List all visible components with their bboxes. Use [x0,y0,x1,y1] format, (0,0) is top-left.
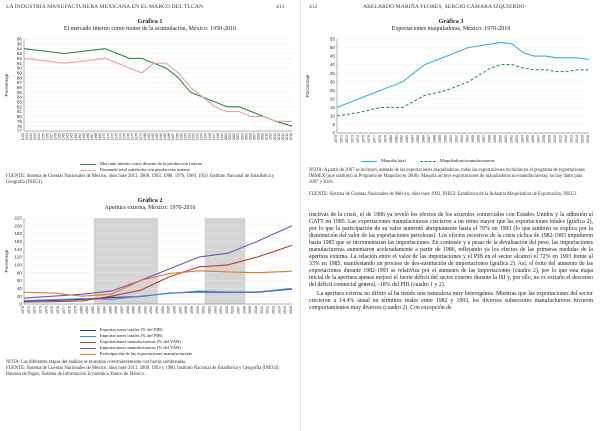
legend-label: Maquila/total [381,158,406,163]
legend-label: Demanda total satisfecha con producción interna [100,167,190,172]
x-tick-label: 2003 [514,135,519,143]
x-tick-label: 2016 [289,133,293,141]
x-tick-label: 2005 [525,135,530,143]
x-tick-label: 2002 [509,135,514,143]
x-tick-label: 1971 [106,133,111,141]
x-tick-label: 1962 [69,133,74,141]
x-tick-label: 1989 [438,135,443,143]
y-tick-label: 0 [19,301,22,307]
x-tick-label: 2013 [276,133,281,141]
x-tick-label: 2009 [260,133,265,141]
chart1-label: Gráfica 1 [137,18,163,25]
chart2-label: Gráfica 2 [137,197,163,204]
y-tick-label: 80 [16,270,22,276]
x-tick-label: 1963 [73,133,78,141]
y-tick-label: 96 [16,36,22,42]
x-tick-label: 1952 [29,133,34,141]
y-tick-label: 91 [16,60,22,66]
chart3-title: Exportaciones maquiladoras, México: 1970-2016 [391,26,511,32]
y-axis-label: Porcentaje [5,73,10,97]
x-tick-label: 1997 [481,135,486,143]
x-tick-label: 2016 [289,306,293,314]
x-tick-label: 1986 [421,135,426,143]
y-tick-label: 60 [16,278,22,284]
x-tick-label: 2006 [248,132,253,141]
x-tick-label: 2007 [236,306,241,314]
legend-swatch [80,330,96,331]
y-tick-label: 15 [329,104,335,110]
x-tick-label: 1964 [77,133,82,141]
y-tick-label: 81 [16,109,22,115]
x-tick-label: 2012 [564,135,569,143]
x-tick-label: 2014 [277,306,282,314]
x-tick-label: 2009 [248,306,253,314]
x-tick-label: 1975 [122,133,127,141]
x-tick-label: 2003 [213,306,218,314]
x-tick-label: 1971 [339,135,344,143]
legend-swatch [80,170,96,171]
legend-swatch [80,342,96,343]
x-tick-label: 1993 [155,306,159,314]
x-tick-label: 1984 [410,135,415,143]
x-tick-label: 1999 [219,133,224,141]
y-tick-label: 55 [329,36,335,42]
x-tick-label: 1975 [361,135,366,143]
body-paragraph: tractivas de la crisis, el de 1986 ya reveló los efectos de los acuerdos comerciales con Estados Unidos y la adhesión al GATT en 1985. Las exportaciones manufactureras crecieron a un ritmo mayor que las exportaciones totales (gráfica 2), por lo que la participación de su valor aumentó abruptamente hasta el 70% en 1993 (lo que también se explica por la disminución del valor de las exportaciones petroleras). Los efectos recesivos de la crisis cíclica de 1982-1983 impidieron hasta 1985 que se incrementaran las importaciones. En contraste y a pesar de la devaluación del peso, las importaciones manufactureras aumentaron aceleradamente a partir de 1986, reflejando ya los efectos de las primeras medidas de la apertura externa. La relación entre el valor de las importaciones y el PIB en el sector alcanzó el 72% en 1993 frente al 33% en 1985, manifestando un proceso de des-sustitución de importaciones (gráfica 2). Así, el éxito del aumento de las exportaciones durante 1982-1993 se relativiza por el aumento de las importaciones (cuadro 2), por lo que esta etapa inicial de la apertura apenas mejoró el fuerte déficit del sector externo durante la ISI y, por ello, no es extraño el descenso del déficit comercial general, -18% del PIB (cuadro 1 y 2). [309,212,593,288]
y-tick-label: 84 [16,94,22,100]
x-tick-label: 1990 [443,135,448,143]
x-tick-label: 1960 [61,133,66,141]
x-tick-label: 1979 [138,133,143,141]
x-tick-label: 1993 [195,133,200,141]
x-tick-label: 1995 [470,135,475,143]
x-tick-label: 1973 [38,306,43,314]
x-tick-label: 1992 [191,133,196,141]
shaded-period [94,218,158,304]
y-tick-label: 95 [16,41,22,47]
legend-swatch [80,164,96,165]
x-tick-label: 1980 [79,306,84,314]
x-tick-label: 2015 [580,135,585,143]
y-axis-label: Porcentaje [306,74,311,98]
x-tick-label: 1990 [137,306,142,314]
y-tick-label: 35 [329,70,335,76]
x-tick-label: 1976 [126,133,131,141]
x-tick-label: 1987 [171,133,176,141]
chart2-note: NOTA: Las diferentes etapas del análisis se muestran convenientemente con barras sombreadas. [6,360,187,365]
x-tick-label: 1965 [81,133,86,141]
y-tick-label: 77 [16,128,22,134]
chart2-legend-item [80,351,192,357]
x-tick-label: 1985 [416,135,421,143]
x-tick-label: 1999 [189,306,194,314]
x-tick-label: 1968 [94,133,99,141]
chart3-source: FUENTE: Sistema de Cuentas Nacionales de México, años base 1993, INEGI; Estadística de la Industria Maquiladora de Exportación, INEGI. [309,192,578,197]
x-tick-label: 1994 [199,133,204,141]
x-tick-label: 1986 [114,306,119,314]
x-tick-label: 1954 [37,133,42,141]
x-tick-label: 1980 [142,133,147,141]
x-tick-label: 1996 [207,133,212,141]
x-tick-label: 2007 [536,135,541,143]
x-tick-label: 1998 [215,133,220,141]
x-tick-label: 2008 [542,135,547,143]
chart1-legend [80,161,202,173]
chart2-legend [80,327,192,357]
x-tick-label: 1995 [166,306,171,314]
x-tick-label: 1966 [85,133,90,141]
y-tick-label: 220 [14,215,22,221]
x-tick-label: 1991 [143,306,148,314]
x-tick-label: 1984 [159,133,164,141]
x-tick-label: 1976 [55,306,60,314]
x-tick-label: 1997 [178,306,183,314]
x-tick-label: 1989 [179,133,184,141]
y-tick-label: 120 [14,254,22,260]
x-tick-label: 2015 [284,133,289,141]
x-tick-label: 2001 [503,135,508,143]
x-tick-label: 2005 [244,133,249,141]
x-tick-label: 2004 [219,306,224,314]
x-tick-label: 1994 [465,135,470,143]
y-tick-label: 45 [329,53,335,59]
x-tick-label: 1993 [460,135,464,143]
x-tick-label: 1967 [90,133,95,141]
x-tick-label: 2004 [240,133,245,141]
x-tick-label: 1982 [150,133,155,141]
x-tick-label: 1995 [203,133,208,141]
x-tick-label: 1978 [67,306,72,314]
series-line [337,42,589,107]
x-tick-label: 2008 [242,306,247,314]
x-tick-label: 1953 [33,133,38,141]
x-tick-label: 1985 [108,306,113,314]
x-tick-label: 2014 [575,135,580,143]
x-tick-label: 1975 [50,306,55,314]
y-tick-label: 86 [16,85,22,91]
legend-label: Exportaciones manufactureras (% del VAB) [100,339,181,344]
x-tick-label: 2012 [265,306,270,314]
chart2-source: FUENTE: Sistema de Cuentas Nacionales de México, años base 2013, 2008, 1993 y 1980, Instituto Nacional de Estadística y Geografía (INEGI); Balanza de Pagos, Sistema de Información Económica, Banco de México. [6,366,280,377]
y-tick-label: 78 [16,123,22,129]
x-tick-label: 1951 [25,133,30,141]
chart1-title: El mercado interno como motor de la acumulación, México: 1950-2016 [63,26,237,32]
x-tick-label: 2011 [558,135,563,143]
x-tick-label: 1982 [90,306,95,314]
x-tick-label: 1972 [110,133,115,141]
y-tick-label: 80 [16,114,22,120]
x-tick-label: 2010 [264,133,269,141]
x-tick-label: 1970 [102,133,107,141]
legend-swatch [420,161,436,162]
x-tick-label: 1955 [41,133,46,141]
x-tick-label: 1969 [98,133,103,141]
x-tick-label: 2011 [259,306,264,314]
x-tick-label: 2006 [531,135,536,143]
chart3-legend-item [361,158,495,164]
x-tick-label: 1977 [130,133,135,141]
y-tick-label: 94 [16,46,22,52]
y-tick-label: 83 [16,99,22,105]
y-tick-label: 87 [16,80,22,86]
y-tick-label: 10 [329,113,335,119]
chart3-note: NOTA: A partir de 2007 se incluyen, además de las exportaciones maquiladoras, todas las exportaciones incluidas en el programa de exportaciones IMMEX (que sustituyó al Programa de Maquilas en 2006). Maquila incluye exportaciones de maquiladoras no-manufactureras; no hay datos para 2007 y 2016. [309,168,585,185]
x-tick-label: 1971 [26,306,31,314]
x-tick-label: 1970 [21,306,25,314]
chart1-source: FUENTE: Sistema de Cuentas Nacionales de México, años base 2013, 2008, 1993, 1980, 1970, 1960, 1950, Instituto Nacional de Estadística y Geografía (INEGI). [6,174,275,185]
y-tick-label: 40 [329,62,335,68]
chart3-legend [361,158,495,164]
x-tick-label: 1979 [383,135,388,143]
y-tick-label: 40 [16,285,22,291]
x-tick-label: 1987 [120,306,125,314]
x-tick-label: 1987 [427,135,432,143]
x-tick-label: 1981 [394,135,399,143]
x-tick-label: 1976 [366,135,371,143]
x-tick-label: 1986 [167,133,172,141]
x-tick-label: 1988 [432,135,437,143]
x-tick-label: 2008 [256,133,261,141]
x-tick-label: 1974 [355,135,360,143]
running-header-title: LA INDUSTRIA MANUFACTURERA MEXICANA EN EL MARCO DEL TLCAN [6,4,204,10]
x-tick-label: 1994 [160,306,165,314]
x-tick-label: 1950 [21,133,25,141]
x-tick-label: 1957 [49,133,54,141]
x-tick-label: 2011 [268,133,273,140]
legend-label: Maquiladoras/manufactureras [439,158,495,163]
x-tick-label: 1996 [172,306,177,314]
x-tick-label: 1983 [405,135,410,143]
x-tick-label: 1977 [61,306,66,314]
y-tick-label: 20 [16,293,22,299]
y-tick-label: 92 [16,55,22,61]
x-tick-label: 1990 [183,133,188,141]
x-tick-label: 2000 [224,133,229,141]
x-tick-label: 2001 [201,306,206,314]
x-tick-label: 2000 [498,135,503,143]
legend-swatch [361,161,377,162]
x-tick-label: 1977 [372,135,377,143]
x-tick-label: 1996 [476,135,481,143]
legend-swatch [80,348,96,349]
x-tick-label: 1988 [175,133,180,141]
y-tick-label: 180 [14,231,22,237]
y-tick-label: 85 [16,89,22,95]
x-tick-label: 1998 [487,135,492,143]
x-tick-label: 1981 [146,133,151,141]
chart3-svg [301,33,600,158]
x-tick-label: 1998 [184,306,189,314]
y-tick-label: 140 [14,246,22,252]
x-tick-label: 2004 [520,135,525,143]
chart1-legend-item [80,167,202,173]
x-tick-label: 2013 [271,306,276,314]
x-tick-label: 1970 [334,135,338,143]
x-tick-label: 2010 [254,306,259,314]
x-tick-label: 1989 [131,306,136,314]
x-tick-label: 2016 [586,135,590,143]
chart1-svg [0,33,300,161]
x-tick-label: 1982 [399,135,404,143]
y-tick-label: 90 [16,65,22,71]
x-tick-label: 2013 [569,135,574,143]
x-tick-label: 1974 [118,133,123,141]
legend-swatch [80,336,96,337]
y-tick-label: 82 [16,104,22,110]
x-tick-label: 1974 [44,306,49,314]
x-tick-label: 1972 [344,135,349,143]
x-tick-label: 1988 [125,306,130,314]
y-tick-label: 89 [16,70,22,76]
x-tick-label: 1973 [350,135,355,143]
x-tick-label: 2007 [252,132,257,141]
x-tick-label: 2002 [207,306,212,314]
legend-label: Mercado interno como destino de la producción interna [100,161,202,166]
legend-swatch [80,354,96,355]
x-tick-label: 2006 [230,306,235,314]
y-axis-label: Porcentaje [5,249,10,273]
x-tick-label: 1956 [45,133,50,141]
x-tick-label: 1983 [96,306,101,314]
y-tick-label: 25 [329,87,335,93]
x-tick-label: 1999 [492,135,497,143]
x-tick-label: 2009 [547,134,552,143]
y-tick-label: 93 [16,51,22,57]
x-tick-label: 2012 [272,133,277,141]
page-number-right: 412 [309,4,318,10]
legend-label: Importaciones totales (% del PIB) [100,333,163,338]
x-tick-label: 1991 [449,135,454,143]
x-tick-label: 1981 [85,306,90,314]
y-tick-label: 160 [14,239,22,245]
x-tick-label: 1992 [149,306,154,314]
x-tick-label: 1980 [388,135,393,143]
x-tick-label: 1985 [163,133,168,141]
legend-label: Importaciones manufactureras (% del VAB) [100,345,181,350]
x-tick-label: 1973 [114,133,119,141]
y-tick-label: 0 [332,130,335,136]
x-tick-label: 1984 [102,306,107,314]
x-tick-label: 2015 [283,306,288,314]
x-tick-label: 1983 [155,133,159,141]
body-paragraph: La apertura externa no difirió al ha tenido una naturaleza muy heterogénea. Mientras que las exportaciones del sector crecieron a 14.4% anual en términos reales entre 1982 y 1993, los diversos subsectores manufactureros tuvieron comportamientos muy diversos (cuadro 2). Con excepción de [309,291,593,312]
page-number-left: 411 [276,4,285,10]
chart3-label: Gráfica 3 [438,18,464,25]
x-tick-label: 1992 [454,135,459,143]
body-text [309,212,593,315]
x-tick-label: 2005 [224,306,229,314]
x-tick-label: 2010 [553,135,558,143]
x-tick-label: 1978 [134,133,139,141]
x-tick-label: 1991 [187,133,192,141]
y-tick-label: 79 [16,118,22,124]
y-tick-label: 200 [14,223,22,229]
y-tick-label: 50 [329,45,335,51]
x-tick-label: 2001 [228,133,233,141]
x-tick-label: 1958 [53,133,58,141]
y-tick-label: 20 [329,96,335,102]
legend-label: Exportaciones totales (% del PIB) [100,327,163,332]
x-tick-label: 1978 [377,135,382,143]
y-tick-label: 100 [14,262,22,268]
x-tick-label: 1972 [32,306,37,314]
right-page [300,0,600,431]
running-header-authors: ABELARDO MARIÑA FLORES, SERGIO CÁMARA IZQUIERDO [363,4,525,10]
x-tick-label: 1979 [73,306,78,314]
x-tick-label: 1961 [65,133,70,141]
x-tick-label: 1959 [57,133,62,141]
chart2-svg [0,212,300,327]
y-tick-label: 5 [332,122,335,128]
x-tick-label: 1997 [211,133,216,141]
y-tick-label: 30 [329,79,335,85]
x-tick-label: 2002 [232,133,237,141]
legend-label: Participación de las exportaciones manufactureras [100,351,193,356]
y-tick-label: 88 [16,75,22,81]
x-tick-label: 2000 [195,306,200,314]
x-tick-label: 2014 [280,133,285,141]
x-tick-label: 2003 [236,133,241,141]
chart2-title: Apertura externa, México: 1970-2016 [104,205,196,211]
